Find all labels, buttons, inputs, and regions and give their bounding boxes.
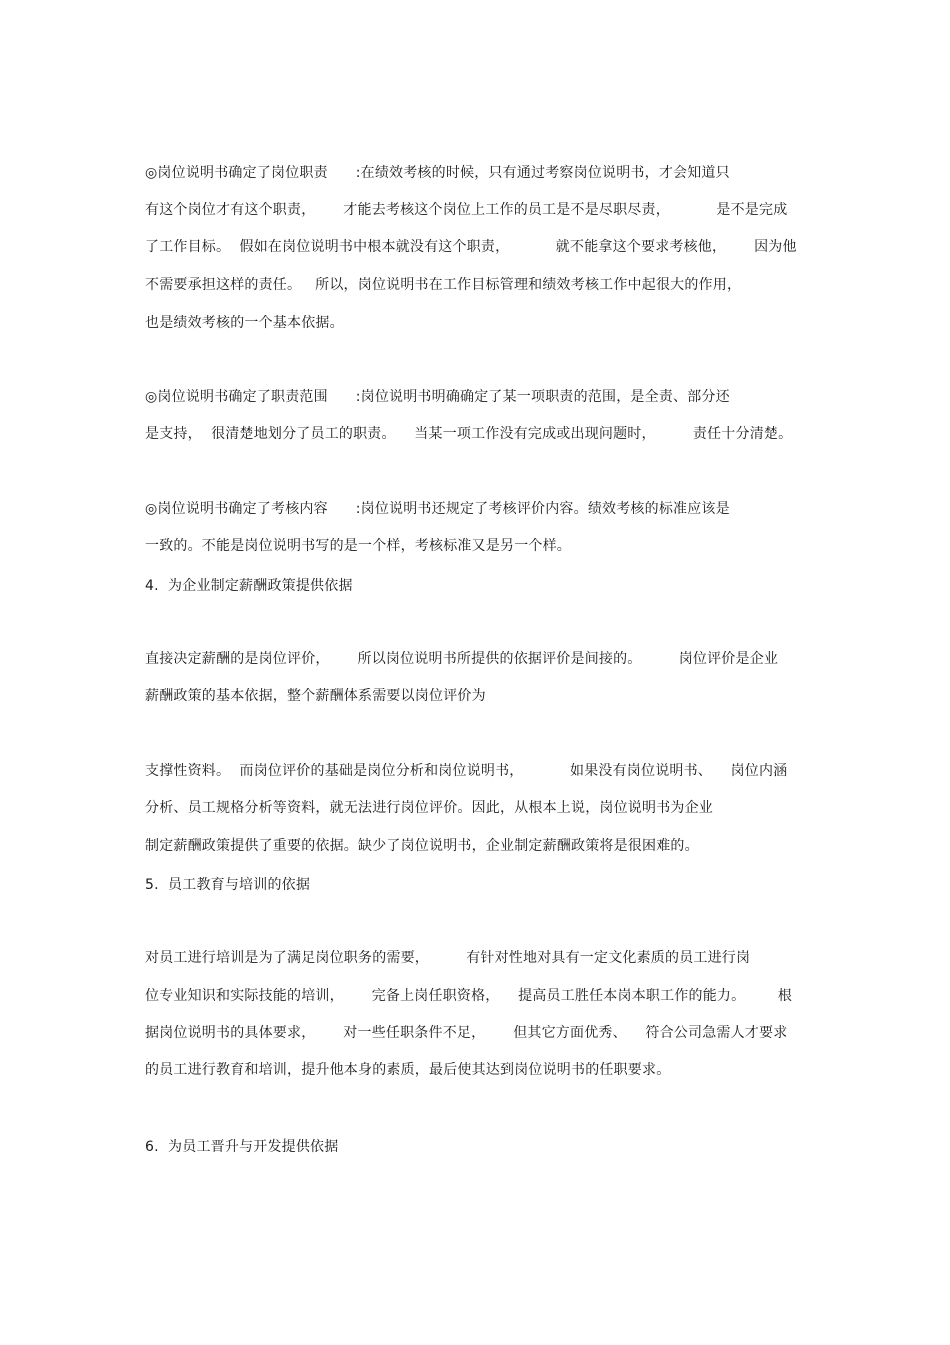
text-line: 薪酬政策的基本依据，整个薪酬体系需要以岗位评价为 — [145, 688, 486, 704]
text-line: 的员工进行教育和培训，提升他本身的素质，最后使其达到岗位说明书的任职要求。 — [145, 1062, 671, 1078]
text-line: 是支持， 很清楚地划分了员工的职责。 当某一项工作没有完成或出现问题时， 责任十分清楚。 — [145, 426, 793, 442]
text-line: ◎岗位说明书确定了岗位职责 :在绩效考核的时候，只有通过考察岗位说明书，才会知道只 — [145, 165, 730, 181]
text-line: 也是绩效考核的一个基本依据。 — [145, 315, 344, 331]
section-heading: 5. 员工教育与培训的依据 — [145, 877, 311, 893]
text-line: 位专业知识和实际技能的培训， 完备上岗任职资格， 提高员工胜任本岗本职工作的能力。 根 — [145, 988, 793, 1004]
text-line: 制定薪酬政策提供了重要的依据。缺少了岗位说明书，企业制定薪酬政策将是很困难的。 — [145, 838, 699, 854]
text-line: 据岗位说明书的具体要求， 对一些任职条件不足， 但其它方面优秀、 符合公司急需人才要求 — [145, 1025, 788, 1041]
text-line: 分析、员工规格分析等资料，就无法进行岗位评价。因此，从根本上说，岗位说明书为企业 — [145, 800, 713, 816]
text-line: 不需要承担这样的责任。 所以，岗位说明书在工作目标管理和绩效考核工作中起很大的作用， — [145, 277, 742, 293]
section-heading: 4. 为企业制定薪酬政策提供依据 — [145, 578, 353, 594]
text-line: ◎岗位说明书确定了考核内容 :岗位说明书还规定了考核评价内容。绩效考核的标准应该是 — [145, 501, 730, 517]
text-line: ◎岗位说明书确定了职责范围 :岗位说明书明确确定了某一项职责的范围，是全责、部分还 — [145, 389, 730, 405]
text-line: 直接决定薪酬的是岗位评价， 所以岗位说明书所提供的依据评价是间接的。 岗位评价是企业 — [145, 651, 779, 667]
section-heading: 6. 为员工晋升与开发提供依据 — [145, 1139, 339, 1155]
text-line: 有这个岗位才有这个职责， 才能去考核这个岗位上工作的员工是不是尽职尽责， 是不是完成 — [145, 202, 788, 218]
text-line: 一致的。不能是岗位说明书写的是一个样，考核标准又是另一个样。 — [145, 538, 571, 554]
text-line: 了工作目标。 假如在岗位说明书中根本就没有这个职责， 就不能拿这个要求考核他， 因为他 — [145, 239, 797, 255]
text-line: 支撑性资料。 而岗位评价的基础是岗位分析和岗位说明书， 如果没有岗位说明书、 岗位内涵 — [145, 763, 788, 779]
text-line: 对员工进行培训是为了满足岗位职务的需要， 有针对性地对具有一定文化素质的员工进行岗 — [145, 950, 751, 966]
